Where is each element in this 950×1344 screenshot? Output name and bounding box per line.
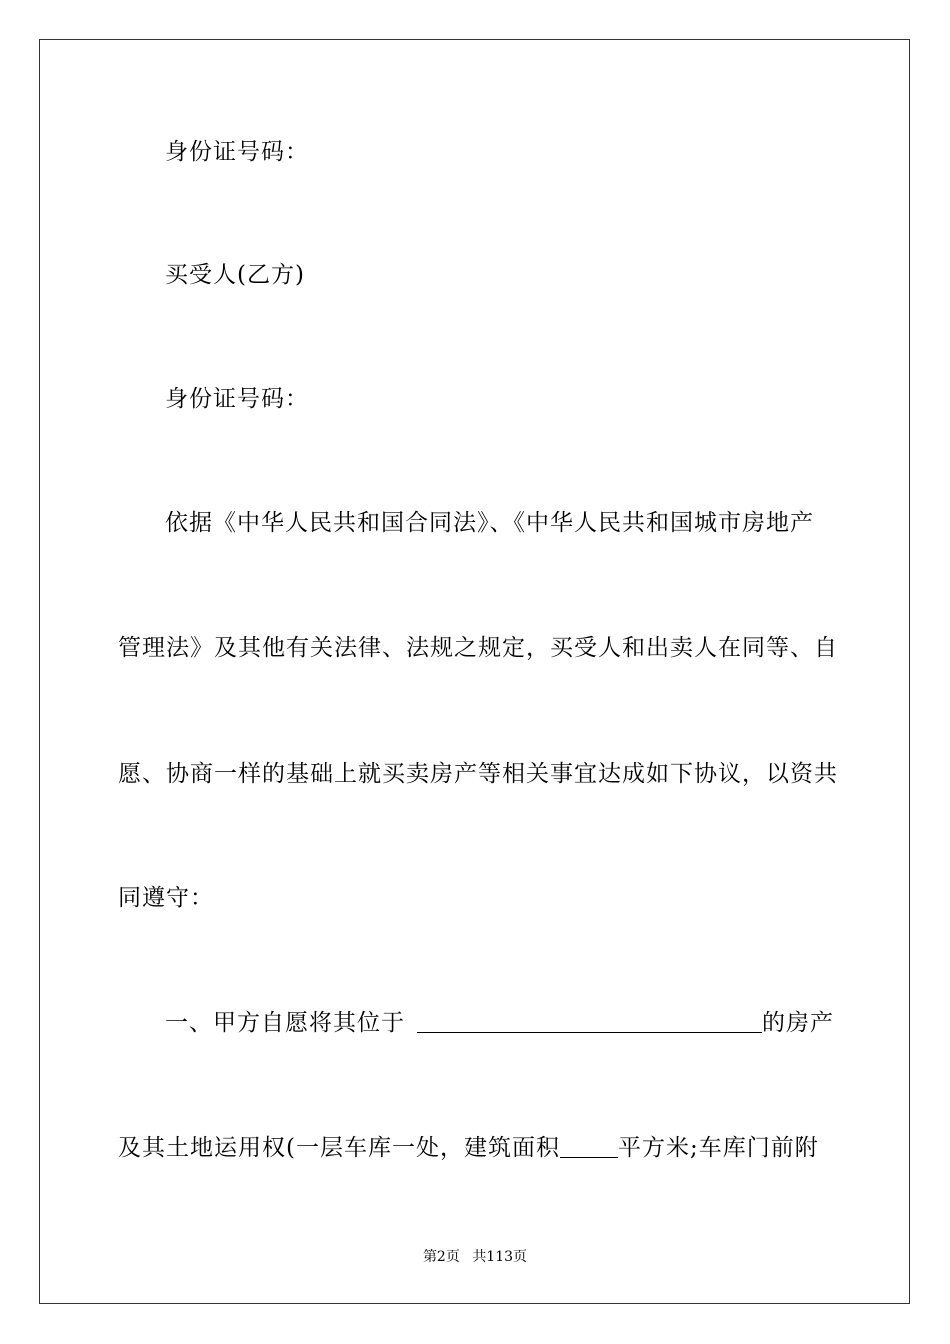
page-footer [0, 1248, 950, 1266]
id-number-label-2: 身份证号码： [165, 386, 309, 412]
location-blank [417, 1010, 762, 1033]
total-pages: 共113页 [472, 1249, 528, 1265]
clause-1-line [165, 1008, 834, 1038]
buyer-label: 买受人(乙方) [165, 262, 305, 288]
basis-line-1: 依据《中华人民共和国合同法》、《中华人民共和国城市房地产 [165, 510, 814, 536]
area-blank [560, 1135, 618, 1158]
clause-2-text-b: 平方米;车库门前附 [617, 1135, 819, 1161]
id-number-label: 身份证号码： [165, 139, 309, 165]
clause-1-text-b: 的房产 [762, 1010, 834, 1036]
basis-line-3: 愿、协商一样的基础上就买卖房产等相关事宜达成如下协议，以资共 [118, 761, 838, 787]
clause-2-line [118, 1133, 819, 1163]
basis-line-4: 同遵守： [118, 885, 214, 911]
page-border [39, 39, 910, 1304]
clause-1-text-a: 一、甲方自愿将其位于 [165, 1010, 405, 1036]
basis-line-2: 管理法》及其他有关法律、法规之规定，买受人和出卖人在同等、自 [118, 635, 838, 661]
clause-2-text-a: 及其土地运用权(一层车库一处，建筑面积 [118, 1135, 560, 1161]
page-number: 第2页 [422, 1249, 460, 1265]
